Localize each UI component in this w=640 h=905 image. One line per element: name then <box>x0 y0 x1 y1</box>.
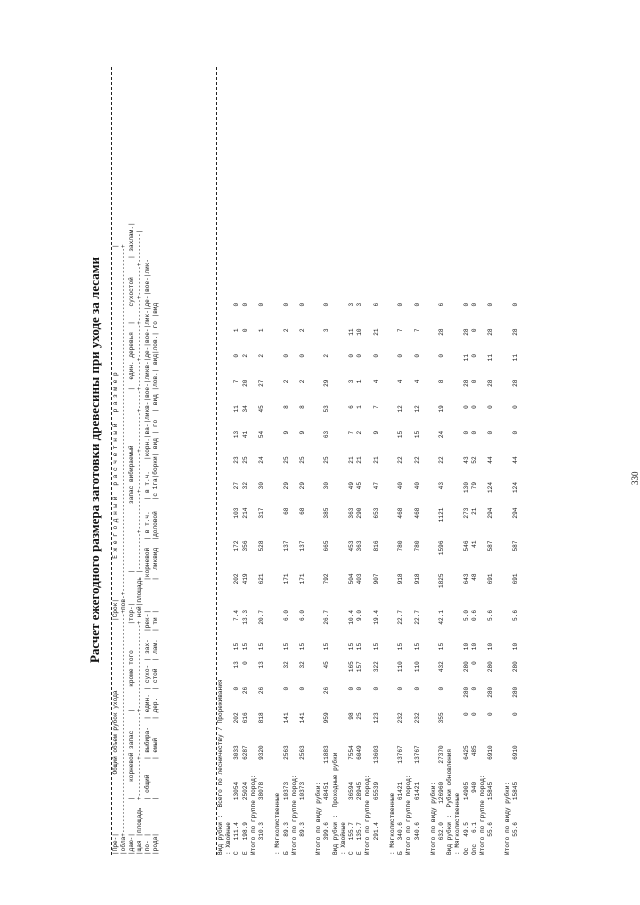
table-row: Б 89.3 10373 2563 141 0 32 15 6.0 171 137 68 29 25 9 8 2 0 2 0 <box>282 302 290 855</box>
table-row: Е 135.7 28945 6049 25 0 157 15 9.0 403 363 290 45 21 2 1 1 0 10 3 <box>356 302 364 855</box>
table-body <box>217 65 520 855</box>
section-heading: Вид рубки : Всего по лесничеству / Прореживания <box>217 679 224 855</box>
page-number: 330 <box>630 471 640 485</box>
table-row <box>422 65 430 855</box>
rotated-table-sheet <box>85 65 640 855</box>
table-row: : Мягколиственные <box>454 792 462 855</box>
table-row: Итого по виду рубки: <box>429 781 437 855</box>
header-row: |щая |площадь +----------+------------+-----------------------+ ной|площадь |----------+----------+----------+----------+-----+-------+---------+------+--------+--------| <box>136 229 143 855</box>
table-row: : Хвойные <box>225 822 233 855</box>
table-row: Итого по группе пород: <box>290 774 298 855</box>
table-row: Итого по группе пород: <box>405 774 413 855</box>
table-row: Олс 6.1 940 485 0 0 0 10 0.6 48 41 21 79 52 0 0 0 0 0 0 <box>470 302 478 855</box>
table-row: Ос 49.5 14905 6425 0 280 280 10 5.0 643 546 273 130 43 0 0 28 11 28 0 <box>462 302 470 855</box>
table-row: 632.0 126960 27370 355 0 432 15 42.1 1825 1596 1121 43 22 24 19 8 0 28 6 <box>438 302 446 855</box>
table-header <box>112 65 216 855</box>
table-row: 89.3 10373 2563 141 0 32 15 6.0 171 137 68 29 25 9 8 2 0 2 0 <box>298 302 306 855</box>
table-row: 55.6 15845 6910 0 280 280 10 5.6 691 587 294 124 44 0 0 28 11 28 0 <box>511 302 519 855</box>
table-row: Итого по виду рубки: <box>315 781 323 855</box>
table-row: С 111.4 13054 3033 202 0 13 15 7.4 202 172 103 27 23 13 11 7 0 1 0 <box>233 302 241 855</box>
table-row: Итого по группе пород: <box>249 774 257 855</box>
table-row: 291.4 65539 13603 123 0 322 15 19.4 907 816 653 47 21 9 7 4 0 21 6 <box>372 302 380 855</box>
table-row: 310.3 38078 9320 818 26 13 15 20.7 621 528 317 30 24 54 45 27 2 1 0 <box>257 302 265 855</box>
table-row <box>307 65 315 855</box>
table-row: : Мягколиственные <box>388 792 396 855</box>
table-row: Е 198.9 25024 6287 616 26 0 15 13.3 419 356 214 32 25 41 34 20 2 0 0 <box>241 302 249 855</box>
header-row: |по- | | общий | выбира- | един. | сухо- | зах- |рек-| |корневой | в т.ч. | в т.ч. |корн.|ва-|ликв-|вое-|ликв-|де-|вое-|лик-|де-|вое-|лик- <box>144 258 151 855</box>
document-title: Расчет ежегодного размера заготовки древесины при уходе за лесами <box>87 256 102 664</box>
section-heading: Вид рубки : Рубки обновления <box>446 748 454 855</box>
table-row: 55.6 15845 6910 0 280 280 10 5.6 691 587 294 124 44 0 0 28 11 28 0 <box>487 302 495 855</box>
table-row: 340.6 61421 13767 232 0 110 15 22.7 918 780 468 40 22 15 12 4 0 7 0 <box>413 302 421 855</box>
section-heading: Вид рубки : Проходные рубки <box>331 752 339 855</box>
table-row: : Хвойные <box>339 822 347 855</box>
header-row: |обла+------------------------------------------------------------+пов-+----------------------------------------------------------------------------------------------+ <box>120 244 127 855</box>
header-row: |рода| | | емый | дер. | стой | лам. | ти | | ликвид |доловой |с 1га|борки| вид | го | вид |лов.| вид|лов.| го |вид <box>152 302 159 855</box>
table-row <box>266 65 274 855</box>
table-row: Итого по виду рубки: <box>503 781 511 855</box>
table-row <box>381 65 389 855</box>
header-row: |даю-| | корневой запас | кроме того |тор-| | запас вибираемый | един. деревья | сухостой | захлам.| <box>128 222 135 855</box>
harvest-table <box>111 65 520 855</box>
table-row: Итого по группе пород: <box>364 774 372 855</box>
table-row <box>495 65 503 855</box>
table-row: : Мягколиственные <box>274 792 282 855</box>
table-row: Б 340.6 61421 13767 232 0 110 15 22.7 918 780 468 40 22 15 12 4 0 7 0 <box>397 302 405 855</box>
table-row: С 155.7 36594 7554 98 0 165 15 10.4 504 453 363 49 21 7 6 3 0 11 3 <box>348 302 355 855</box>
table-row: 399.6 48451 11883 959 26 45 15 26.7 792 665 385 30 25 63 53 29 2 3 0 <box>323 302 331 855</box>
header-row: |Пре-| Общий объем рубок ухода |Срок| Е ж е г о д н ы й р а с ч е т н ы й р а з м е р | <box>112 244 119 855</box>
table-row: Итого по группе пород: <box>479 774 486 855</box>
